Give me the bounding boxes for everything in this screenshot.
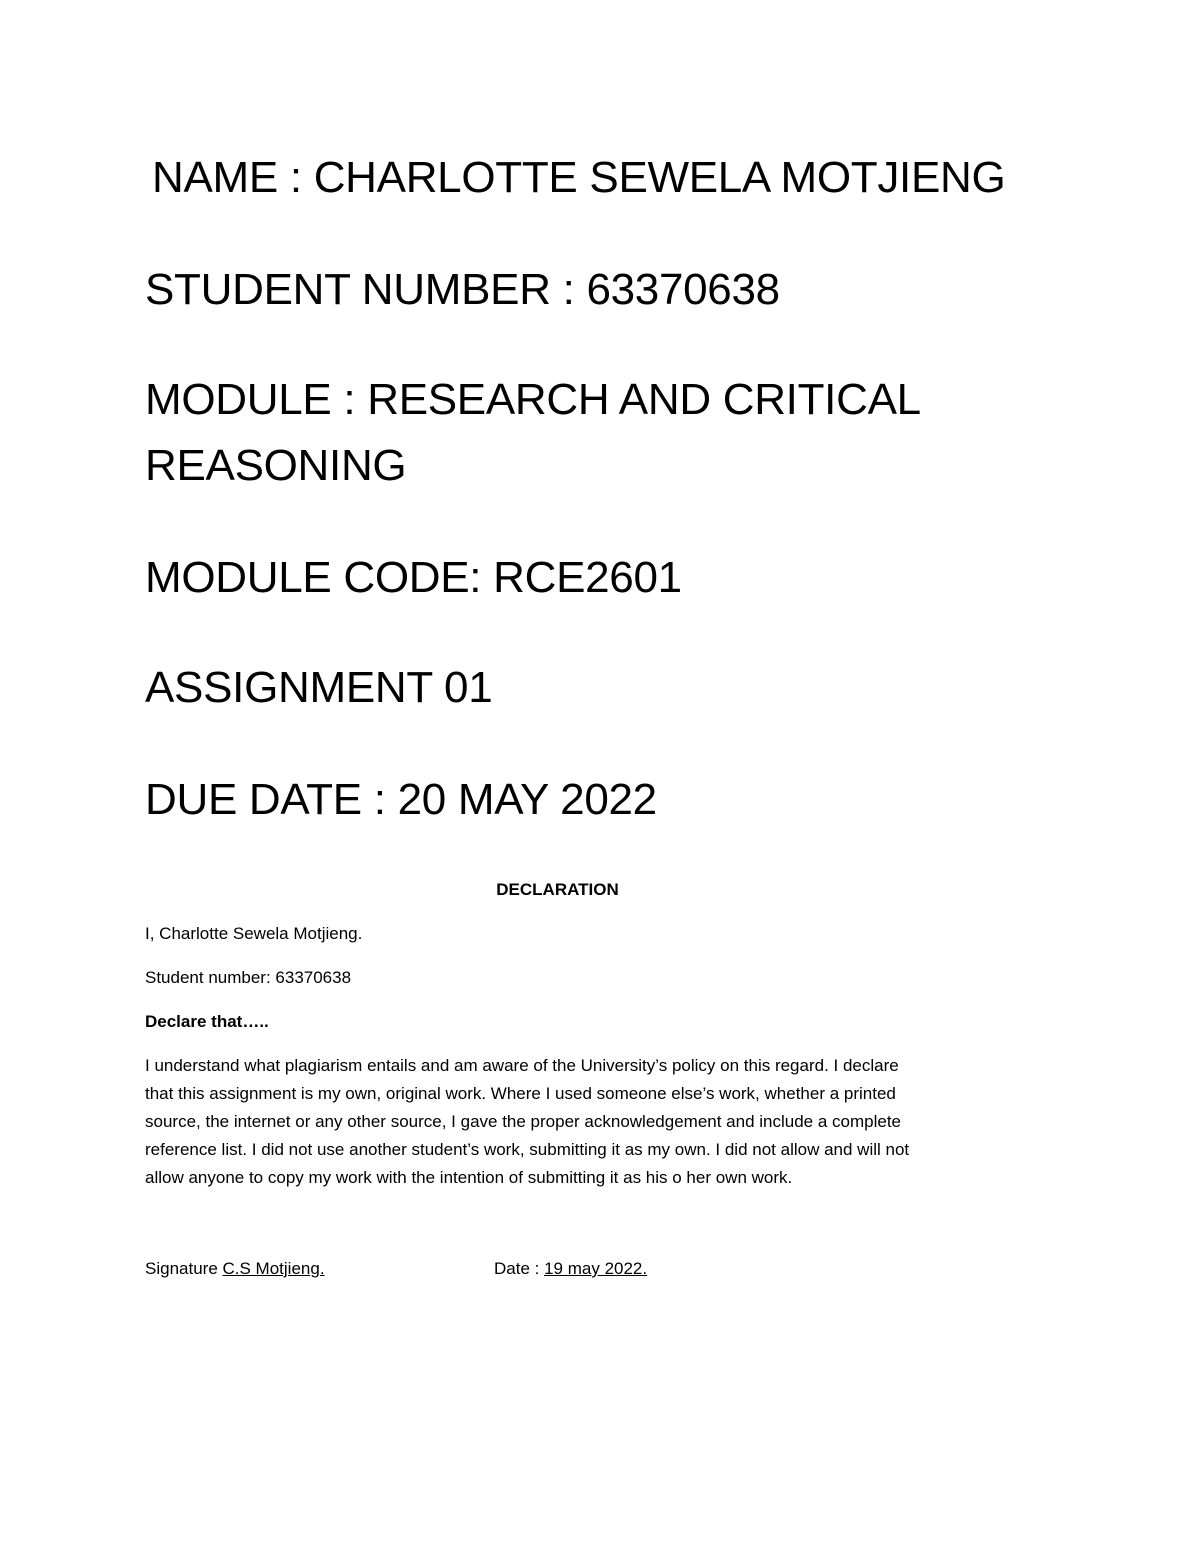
paragraph-line: I understand what plagiarism entails and am aware of the University’s policy on this regard. I declare — [145, 1056, 899, 1075]
module-line-1: MODULE : RESEARCH AND CRITICAL — [145, 375, 921, 424]
date-value: 19 may 2022. — [544, 1259, 648, 1278]
declaration-title: DECLARATION — [496, 880, 619, 899]
signature-value: C.S Motjieng. — [222, 1259, 325, 1278]
student-number-line: STUDENT NUMBER : 63370638 — [145, 265, 780, 314]
declaration-student-number: Student number: 63370638 — [145, 968, 352, 987]
module-line-2: REASONING — [145, 441, 407, 490]
module-code-line: MODULE CODE: RCE2601 — [145, 553, 682, 602]
declaration-intro: I, Charlotte Sewela Motjieng. — [145, 924, 363, 943]
assignment-line: ASSIGNMENT 01 — [145, 663, 493, 712]
date-label: Date : — [494, 1259, 545, 1278]
paragraph-line: reference list. I did not use another student’s work, submitting it as my own. I did not allow and will not — [145, 1140, 910, 1159]
date-row — [494, 1255, 647, 1283]
name-line: NAME : CHARLOTTE SEWELA MOTJIENG — [152, 153, 1006, 202]
due-date-line: DUE DATE : 20 MAY 2022 — [145, 775, 657, 824]
paragraph-line: allow anyone to copy my work with the intention of submitting it as his o her own work. — [145, 1168, 793, 1187]
declare-that: Declare that….. — [145, 1012, 269, 1031]
paragraph-line: that this assignment is my own, original work. Where I used someone else’s work, whether a printed — [145, 1084, 896, 1103]
signature-row — [145, 1255, 325, 1283]
declaration-paragraph — [145, 1052, 1065, 1192]
signature-label: Signature — [145, 1259, 223, 1278]
paragraph-line: source, the internet or any other source, I gave the proper acknowledgement and include a complete — [145, 1112, 902, 1131]
